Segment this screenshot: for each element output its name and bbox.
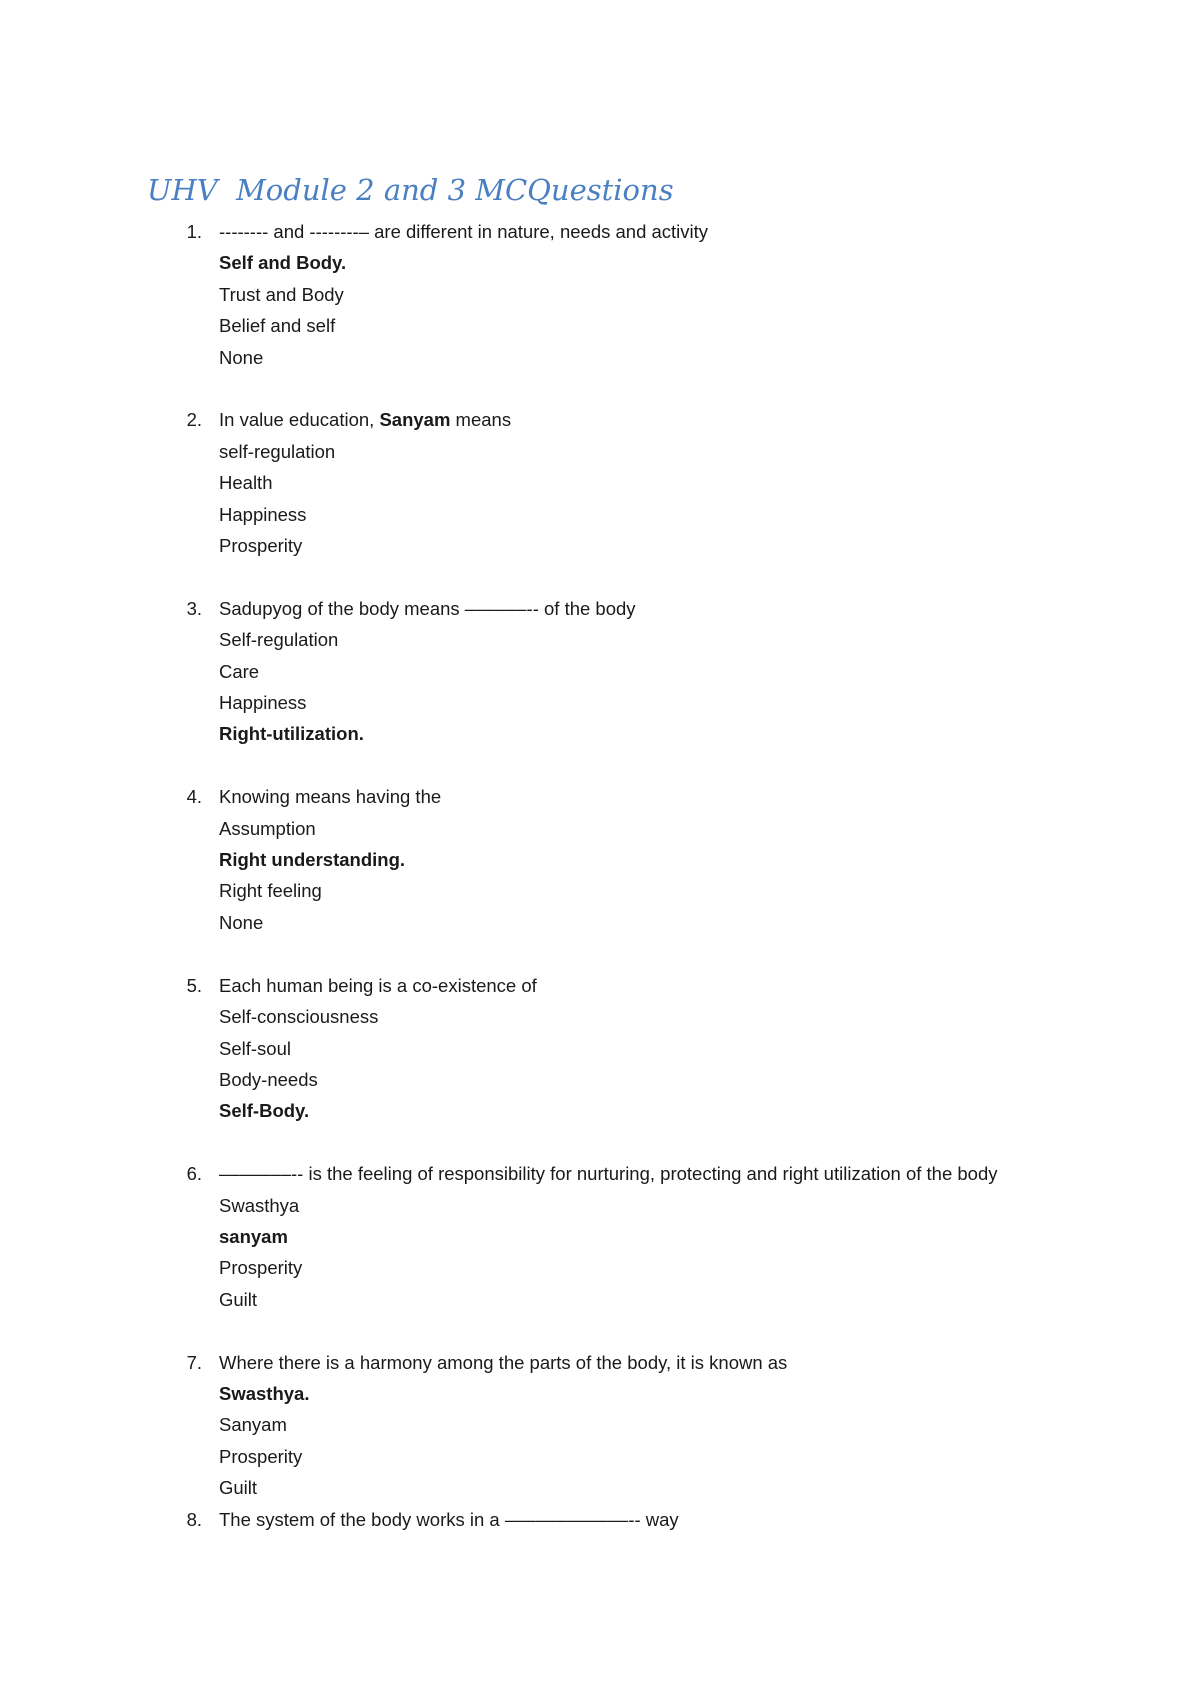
answer-option-correct: Self-Body. (219, 1100, 310, 1122)
answer-option: Assumption (219, 817, 316, 839)
question-item (0, 1158, 1200, 1315)
answer-option-correct: Swasthya. (219, 1382, 310, 1404)
answer-option-correct: sanyam (219, 1225, 288, 1247)
answer-option: Happiness (219, 503, 307, 525)
question-stem (219, 970, 1059, 1001)
answer-option: Care (219, 660, 260, 682)
answer-option: Trust and Body (219, 283, 344, 305)
answer-option: Prosperity (219, 535, 303, 557)
answer-option: Prosperity (219, 1445, 303, 1467)
question-stem (219, 593, 1059, 624)
stem-text: -------- and --------– are different in nature, needs and activity (219, 221, 709, 242)
question-number: 2. (186, 409, 202, 431)
question-stem (219, 781, 1059, 812)
question-item (0, 593, 1200, 750)
answer-option: Sanyam (219, 1414, 287, 1436)
question-item (0, 216, 1200, 373)
question-number: 5. (186, 974, 202, 996)
question-number: 6. (186, 1163, 202, 1185)
answer-option: None (219, 911, 264, 933)
question-stem (219, 216, 1059, 247)
answer-option-correct: Right-utilization. (219, 723, 364, 745)
question-item (0, 404, 1200, 561)
stem-text: means (450, 409, 512, 431)
question-item (0, 1504, 1200, 1535)
answer-option: self-regulation (219, 440, 336, 462)
question-item (0, 781, 1200, 938)
answer-option: Swasthya (219, 1194, 300, 1216)
answer-option: Happiness (219, 692, 307, 714)
stem-text: Knowing means having the (219, 786, 442, 808)
answer-option: None (219, 346, 264, 368)
answer-option: Self-consciousness (219, 1006, 379, 1028)
stem-text: Each human being is a co-existence of (219, 974, 537, 996)
question-number: 8. (186, 1508, 202, 1530)
question-number: 1. (186, 221, 202, 242)
answer-option: Body-needs (219, 1068, 318, 1090)
answer-option: Self-soul (219, 1037, 291, 1059)
answer-option: Prosperity (219, 1257, 303, 1279)
document-title: UHV Module 2 and 3 MCQuestions (147, 173, 674, 207)
answer-option: Guilt (219, 1288, 258, 1310)
question-list (0, 216, 1200, 1566)
answer-option-correct: Self and Body. (219, 252, 347, 274)
question-stem (219, 404, 1059, 435)
answer-option: Self-regulation (219, 629, 339, 651)
question-item (0, 970, 1200, 1127)
question-number: 3. (186, 597, 202, 619)
answer-option-correct: Right understanding. (219, 849, 406, 871)
answer-option: Health (219, 472, 273, 494)
question-number: 7. (186, 1351, 202, 1373)
answer-option: Right feeling (219, 880, 322, 902)
question-stem (219, 1158, 1059, 1189)
stem-text: The system of the body works in a ––––––––––––-- way (219, 1508, 679, 1530)
stem-text: –––––––-- is the feeling of responsibility for nurturing, protecting and right utilization of the body (219, 1163, 998, 1185)
stem-text: In value education, (219, 409, 380, 431)
answer-option: Guilt (219, 1477, 258, 1499)
question-stem (219, 1504, 1059, 1535)
question-number: 4. (186, 786, 202, 808)
stem-bold-text: Sanyam (379, 409, 451, 431)
question-stem (219, 1347, 1059, 1378)
stem-text: Where there is a harmony among the parts of the body, it is known as (219, 1351, 788, 1373)
question-item (0, 1347, 1200, 1504)
stem-text: Sadupyog of the body means ––––––-- of the body (219, 597, 636, 619)
answer-option: Belief and self (219, 315, 336, 337)
